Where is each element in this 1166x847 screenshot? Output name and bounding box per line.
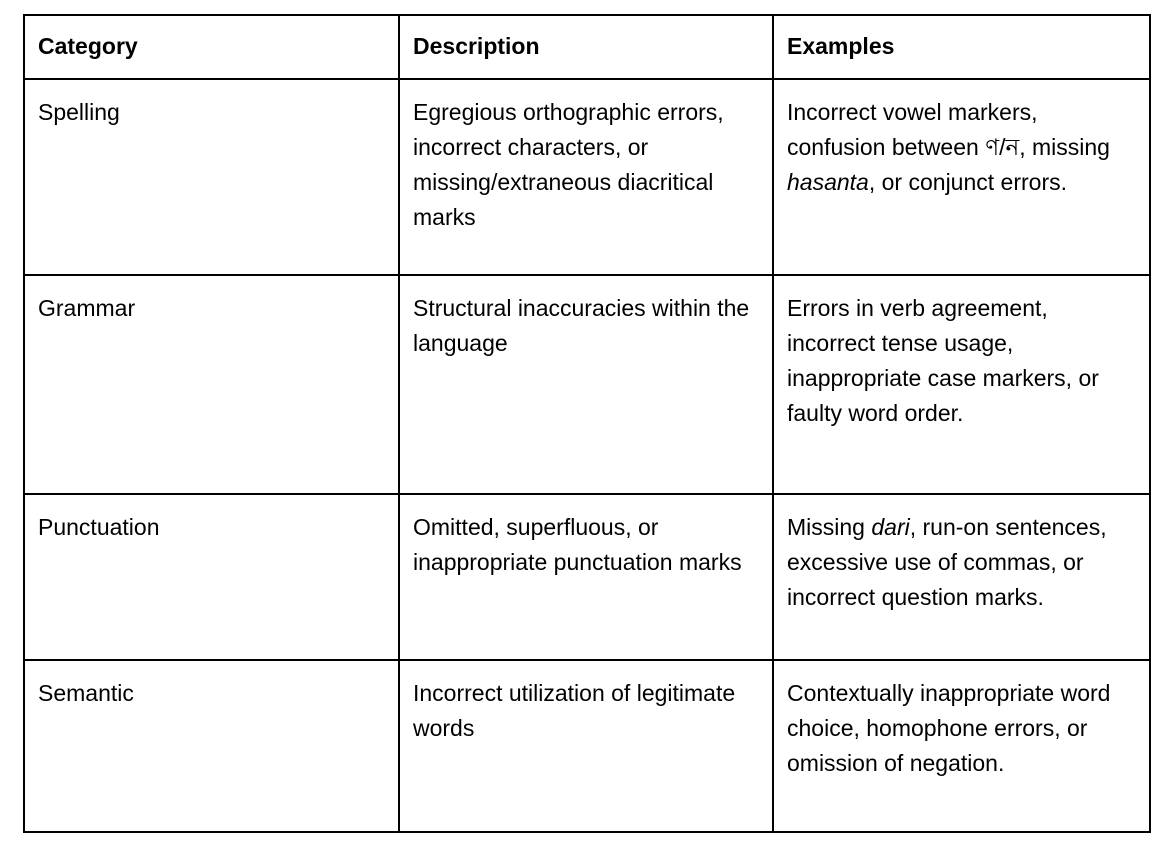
header-description: Description (399, 15, 773, 79)
header-category: Category (24, 15, 399, 79)
header-examples: Examples (773, 15, 1150, 79)
category-cell: Spelling (24, 79, 399, 275)
description-cell: Incorrect utilization of legitimate words (399, 660, 773, 832)
examples-text: Contextually inappropriate word choice, homophone errors, or omission of negation. (787, 680, 1111, 776)
examples-cell (773, 660, 1150, 832)
examples-cell (773, 79, 1150, 275)
examples-text: Incorrect vowel markers, confusion between ণ/ন, missing (787, 99, 1110, 160)
examples-cell (773, 494, 1150, 660)
table-row (24, 79, 1150, 275)
category-cell: Punctuation (24, 494, 399, 660)
description-cell: Structural inaccuracies within the language (399, 275, 773, 494)
category-cell: Semantic (24, 660, 399, 832)
table-row (24, 275, 1150, 494)
examples-text: Missing (787, 514, 872, 540)
examples-term: dari (871, 514, 910, 540)
examples-term: hasanta (787, 169, 869, 195)
table-header-row (24, 15, 1150, 79)
examples-text: Errors in verb agreement, incorrect tense usage, inappropriate case markers, or faulty word order. (787, 295, 1099, 426)
description-cell: Omitted, superfluous, or inappropriate punctuation marks (399, 494, 773, 660)
table-row (24, 660, 1150, 832)
examples-text: , run-on sentences, excessive use of commas, or incorrect question marks. (787, 514, 1107, 610)
error-category-table (23, 14, 1151, 833)
category-cell: Grammar (24, 275, 399, 494)
description-cell: Egregious orthographic errors, incorrect characters, or missing/extraneous diacritical marks (399, 79, 773, 275)
examples-cell (773, 275, 1150, 494)
table-row (24, 494, 1150, 660)
examples-text: , or conjunct errors. (868, 169, 1067, 195)
